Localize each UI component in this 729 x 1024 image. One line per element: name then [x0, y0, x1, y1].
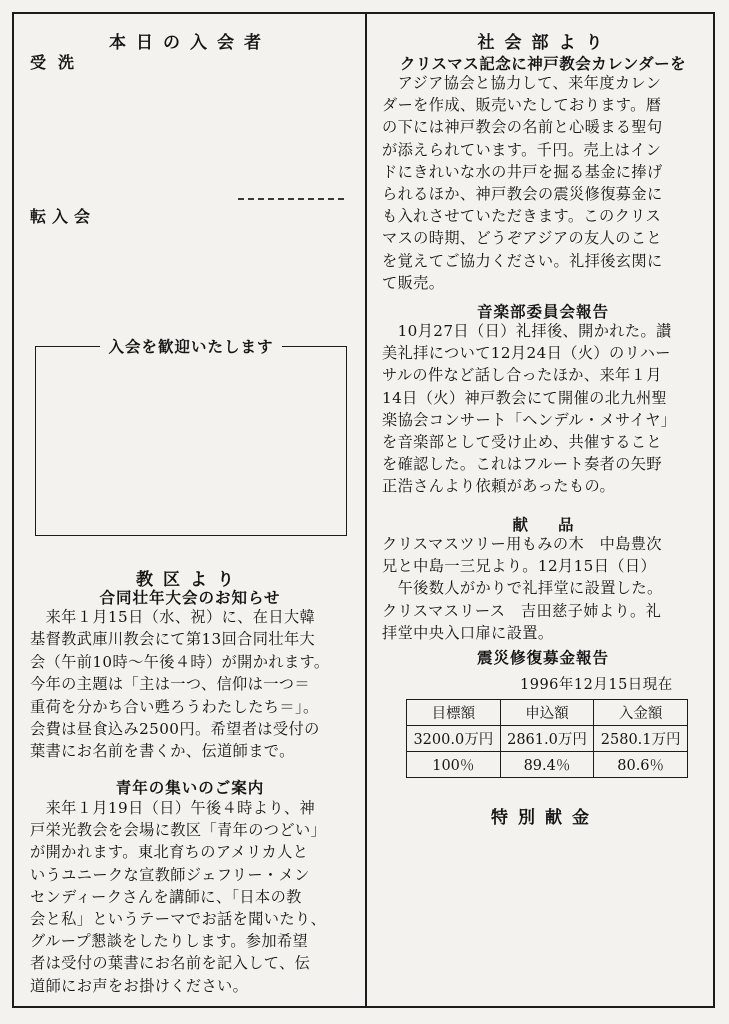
youth-line: いうユニークな宣教師ジェフリー・メン	[30, 865, 310, 884]
youth-line: センディークさんを講師に、「日本の教	[30, 887, 302, 906]
youth-line: 者は受付の葉書にお名前を記入して、伝	[30, 954, 311, 973]
rally-line: 来年１月15日（水、祝）に、在日大韓	[30, 608, 316, 626]
rally-line: 今年の主題は「主は一つ、信仰は一つ＝	[30, 675, 310, 694]
calendar-body	[382, 72, 712, 294]
calendar-line: アジア協会と協力して、来年度カレン	[382, 74, 662, 92]
calendar-line: が添えられています。千円。売上はイン	[382, 140, 662, 159]
rally-line: 会費は昼食込み2500円。希望者は受付の	[30, 720, 320, 739]
fund-title: 震災修復募金報告	[476, 648, 609, 667]
fund-header-received: 入金額	[594, 700, 688, 726]
calendar-line: られるほか、神戸教会の震災修復募金に	[382, 185, 663, 204]
members-heading: 本日の入会者	[109, 33, 271, 53]
fund-amount-target: 3200.0万円	[407, 726, 501, 752]
youth-line: グループ懇談をしたりします。参加希望	[30, 932, 309, 951]
fund-header-target: 目標額	[407, 700, 501, 726]
youth-line: 会と私」というテーマでお話を聞いたり、	[30, 910, 327, 929]
rally-line: 重荷を分かち合い甦ろうわたしたち＝」。	[30, 697, 319, 716]
music-line: サルの件など話し合ったほか、来年１月	[382, 366, 662, 385]
music-title: 音楽部委員会報告	[476, 302, 609, 321]
fund-percent-pledged: 89.4％	[500, 752, 594, 778]
rally-body	[30, 606, 360, 763]
rally-line: 会（午前10時〜午後４時）が開かれます。	[30, 652, 330, 671]
fund-percent-target: 100％	[407, 752, 501, 778]
calendar-line: も入れさせていただきます。このクリス	[382, 207, 662, 226]
music-line: 美礼拝について12月24日（火）のリハー	[382, 344, 671, 363]
youth-line: 道師にお声をお掛けください。	[30, 976, 249, 995]
welcome-title: 入会を歓迎いたします	[100, 337, 281, 356]
offering-line: 兄と中島一三兄より。12月15日（日）	[382, 557, 657, 576]
music-line: 14日（火）神戸教会にて開催の北九州聖	[382, 388, 668, 407]
transfer-label: 転入会	[30, 207, 97, 226]
youth-title: 青年の集いのご案内	[115, 778, 265, 797]
baptism-label: 受洗	[30, 53, 87, 72]
calendar-line: の下には神戸教会の名前と心暖まる聖句	[382, 118, 663, 137]
offering-line: クリスマスツリー用もみの木 中島豊次	[382, 535, 662, 553]
fund-amount-pledged: 2861.0万円	[500, 726, 594, 752]
music-line: を音楽部として受け止め、共催すること	[382, 433, 662, 452]
calendar-title: クリスマス記念に神戸教会カレンダーを	[399, 54, 687, 73]
youth-body	[30, 797, 360, 997]
fund-date: 1996年12月15日現在	[520, 677, 673, 693]
fund-amount-received: 2580.1万円	[594, 726, 688, 752]
rally-line: 葉書にお名前を書くか、伝道師まで。	[30, 742, 295, 761]
table-row	[407, 700, 688, 726]
youth-line: 戸栄光教会を会場に教区「青年のつどい」	[30, 821, 327, 840]
smudge-mark	[238, 198, 344, 214]
social-heading: 社会部より	[477, 33, 613, 53]
calendar-line: て販売。	[382, 273, 445, 292]
calendar-line: マスの時期、どうぞアジアの友人のこと	[382, 229, 662, 248]
music-line: 10月27日（日）礼拝後、開かれた。讃	[382, 322, 672, 340]
fund-percent-received: 80.6％	[594, 752, 688, 778]
column-divider	[365, 12, 367, 1008]
calendar-line: ドにきれいな水の井戸を掘る基金に捧げ	[382, 162, 663, 181]
special-heading: 特別献金	[491, 808, 599, 828]
offering-body	[382, 533, 712, 644]
music-line: を確認した。これはフルート奏者の矢野	[382, 455, 662, 474]
fund-header-pledged: 申込額	[500, 700, 594, 726]
offering-heading: 献品	[512, 515, 604, 534]
calendar-line: ダーを作成、販売いたしております。暦	[382, 96, 662, 115]
offering-line: 拝堂中央入口扉に設置。	[382, 623, 554, 642]
music-body	[382, 320, 712, 498]
youth-line: 来年１月19日（日）午後４時より、神	[30, 799, 316, 817]
music-line: 正浩さんより依頼があったもの。	[382, 477, 616, 496]
table-row	[407, 726, 688, 752]
rally-line: 基督教武庫川教会にて第13回合同壮年大	[30, 630, 316, 649]
offering-line: 午後数人がかりで礼拝堂に設置した。	[382, 579, 663, 598]
youth-line: が開かれます。東北育ちのアメリカ人と	[30, 843, 309, 862]
welcome-box	[35, 337, 347, 536]
table-row	[407, 752, 688, 778]
music-line: 楽協会コンサート「ヘンデル・メサイヤ」	[382, 410, 677, 429]
rally-title: 合同壮年大会のお知らせ	[99, 588, 281, 607]
offering-line: クリスマスリース 吉田慈子姉より。礼	[382, 601, 662, 620]
district-heading: 教区より	[136, 570, 244, 590]
calendar-line: を覚えてご協力ください。礼拝後玄関に	[382, 251, 663, 270]
fund-table	[406, 699, 688, 778]
